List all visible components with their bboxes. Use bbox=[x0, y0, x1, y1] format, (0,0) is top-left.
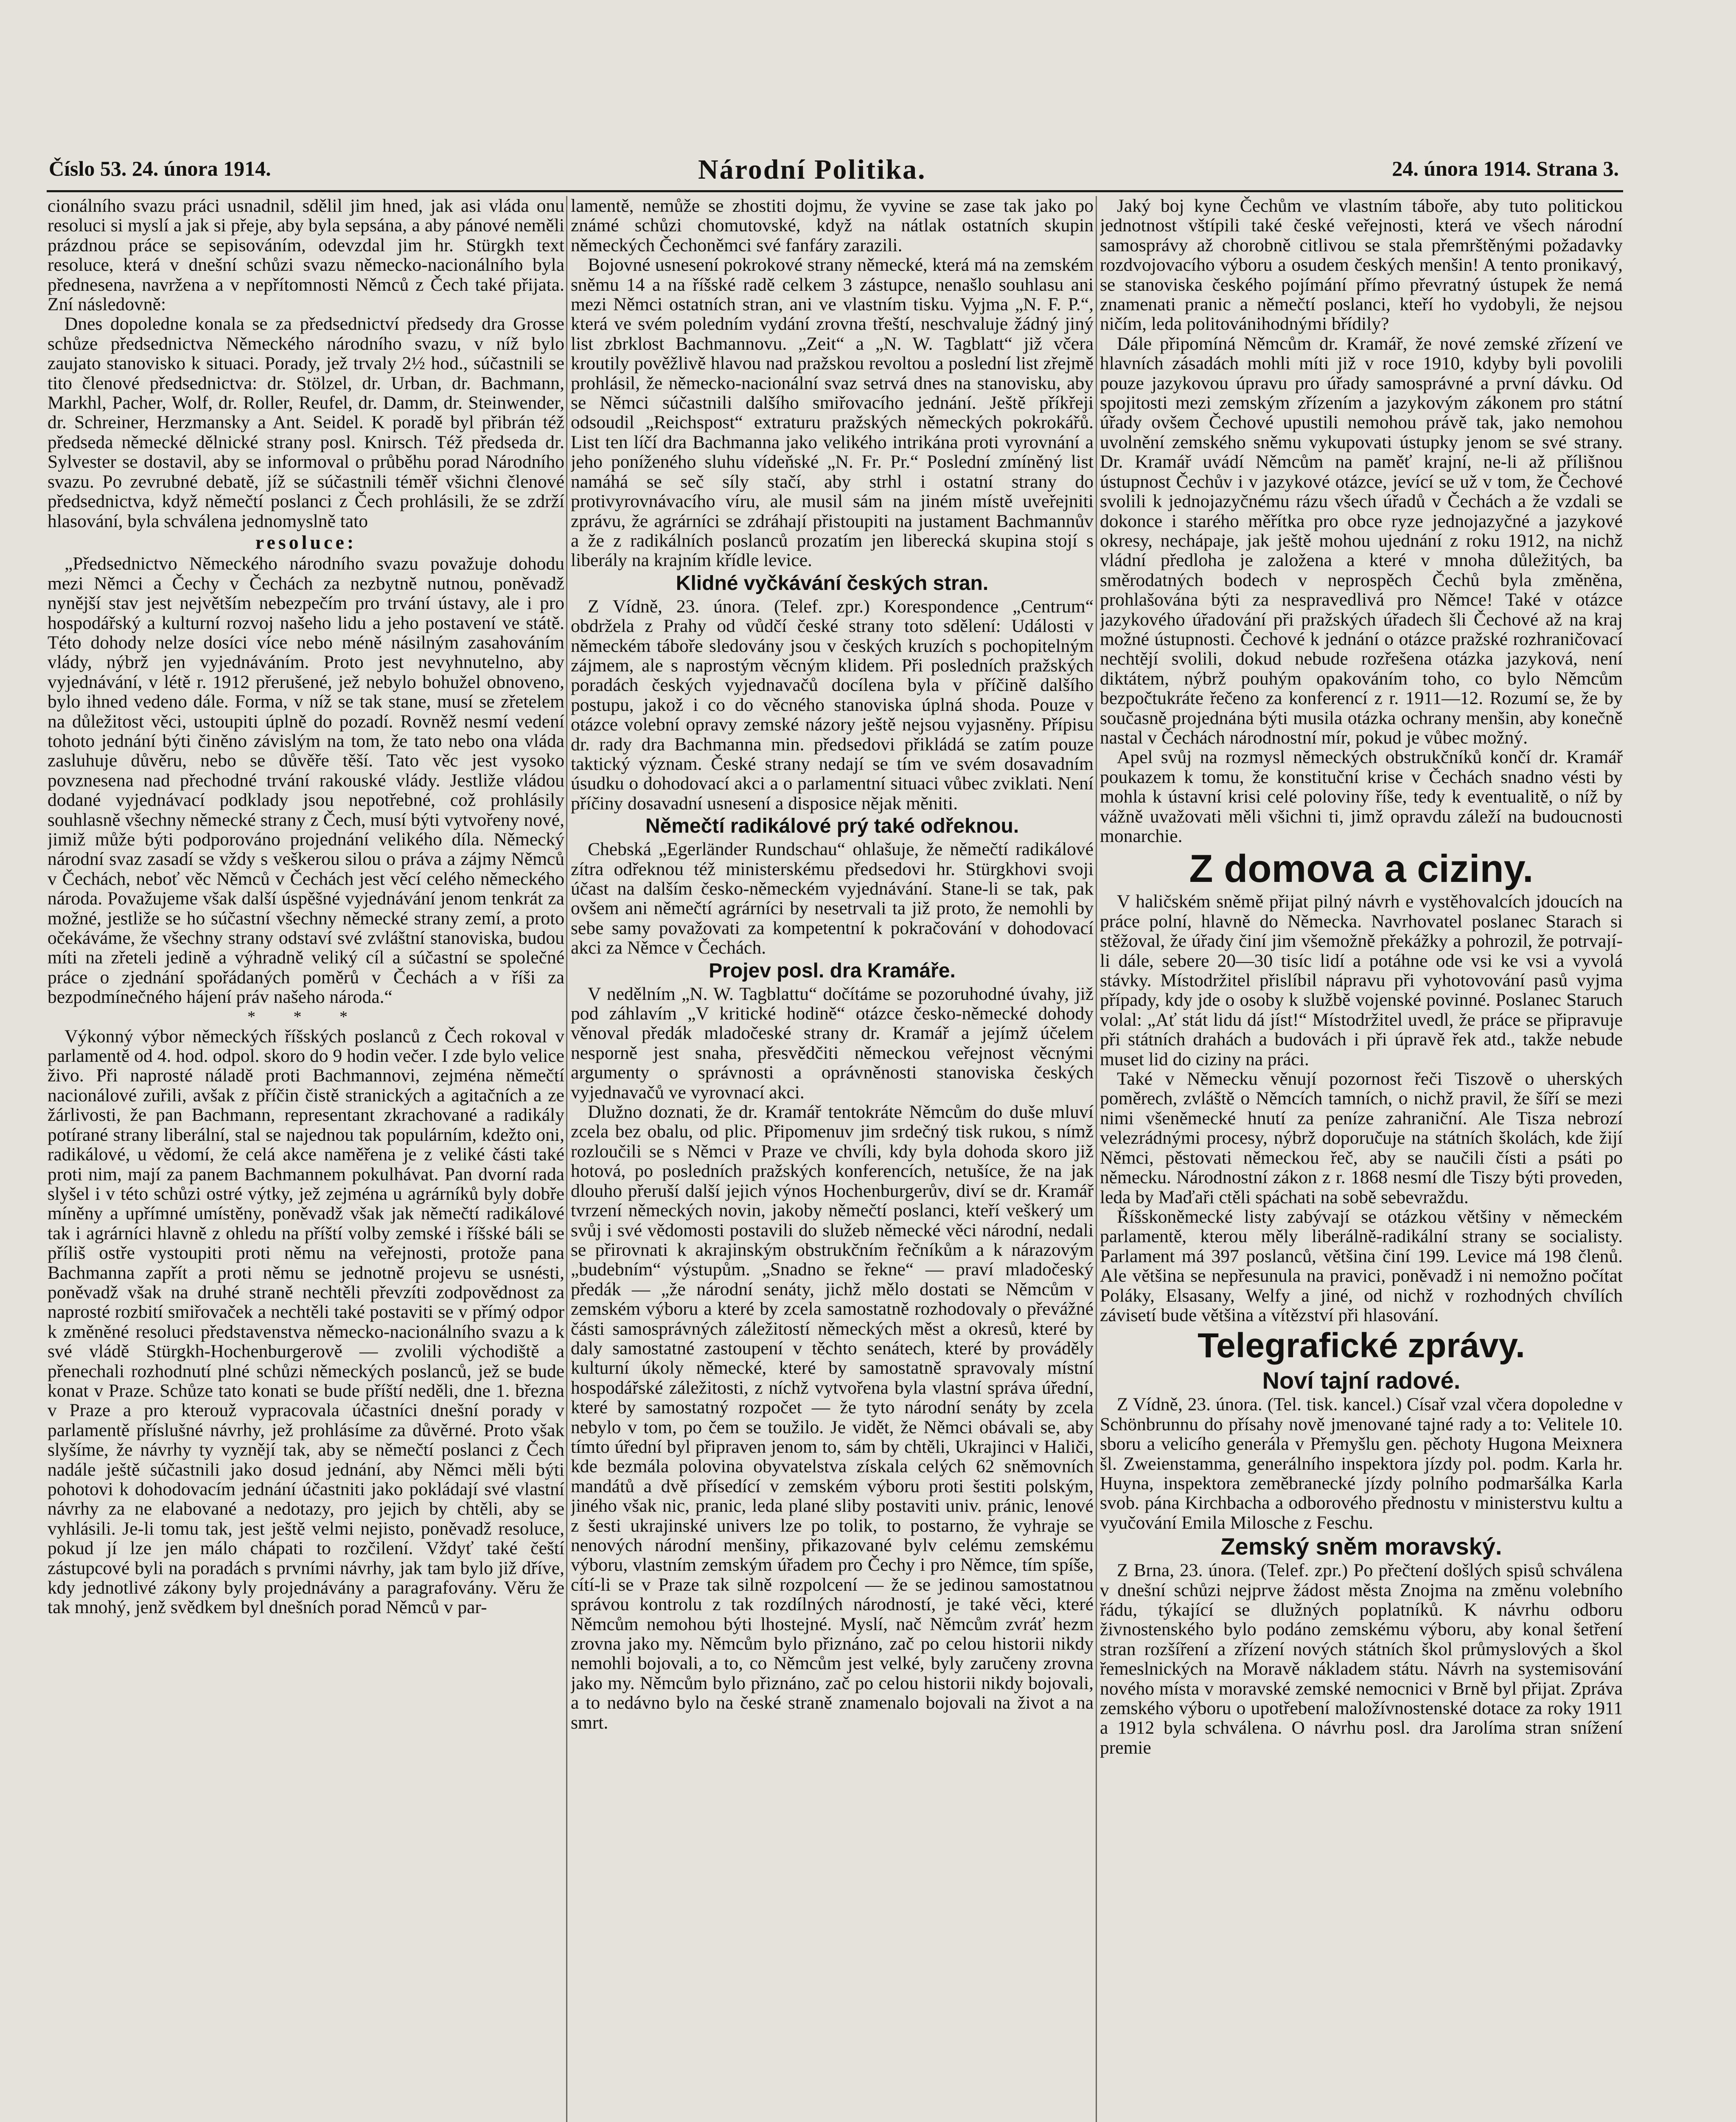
section-heading: resoluce: bbox=[255, 531, 357, 553]
newspaper-title: Národní Politika. bbox=[698, 154, 926, 185]
column-3 bbox=[1100, 196, 1623, 2122]
page-header bbox=[49, 156, 1619, 190]
paragraph: Apel svůj na rozmysl německých obstrukčníků končí dr. Kramář poukazem k tomu, že konstituční krise v Čechách snadno vésti by mohla k ústavní krisi celé poloviny říše, tedy k eventualitě, o níž by vážně uvažovati měli všichni ti, jimž opravdu záleží na budoucnosti monarchie. bbox=[1100, 747, 1623, 846]
paragraph: Také v Německu věnují pozornost řeči Tiszově o uherských poměrech, zvláště o Němcích tamních, o nichž pravil, že šíří se mezi nimi všeněmecké hnutí za peníze zahraniční. Ale Tisza nebrozí velezrádnými procesy, nýbrž doporučuje na státních školách, kde žijí Němci, pěstovati německou řeč, aby se naučili čísti a psáti po německu. Národnostní zákon z r. 1868 nesmí dle Tiszy býti proveden, leda by Maďaři ctěli spáchati na sobě sebevraždu. bbox=[1100, 1069, 1623, 1207]
paragraph: Dále připomíná Němcům dr. Kramář, že nové zemské zřízení ve hlavních zásadách mohli míti již v roce 1910, kdyby byli povolili pouze jazykovou úpravu pro úřady samosprávné a první dávku. Od spojitosti mezi zemským zřízením a jazykovým zákonem pro státní úřady ovšem Čechové upustili nemohou právě tak, jako nemohou uvolnění zemského sněmu vykupovati ústupky jenom se své strany. Dr. Kramář uvádí Němcům na paměť krajní, ne-li až přílišnou ústupnost Čechův i v jazykové otázce, jevící se už v tom, že Čechové svolili k jednojazyčnému rázu všech úřadů v Čechách a že vzdali se dokonce i starého měřítka pro obce ryze jednojazyčné a jazykové okresy, nechápaje, jak ještě mohou ujednání z roku 1912, na nichž vládní předloha je založena a které v mnoha důležitých, ba směrodatných bodech v neprospěch Čechů byla změněna, prohlašována býti za nespravedlivá pro Němce! Také v otázce jazykového úřadování při pražských úřadech šli Čechové až na kraj možné ústupnosti. Čechové k jednání o otázce pražské rozhraničovací nechtějí svolili, dokud nebude rozřešena otázka jazyková, není diktátem, nýbrž pouhým opakováním toho, co bylo Němcům bezpočtukráte řečeno za konferencí z r. 1911—12. Rozumí se, že by současně projednána býti musila otázka ochrany menšin, aby konečně nastal v Čechách národnostní mír, pokud je vůbec možný. bbox=[1100, 333, 1623, 748]
paragraph: Z Brna, 23. února. (Telef. zpr.) Po přečtení došlých spisů schválena v dnešní schůzi nejprve žádost města Znojma na změnu volebního řádu, týkající se dlužných poplatníků. K návrhu odboru živnostenského bylo podáno zemskému výboru, aby konal šetření stran rozšíření a zřízení nových státních škol průmyslových a škol řemeslnických na Moravě nákladem státu. Návrh na systemisování nového místa v moravské zemské nemocnici v Brně byl přijat. Zpráva zemského výboru o upotřebení maložívnostenské dotace za roky 1911 a 1912 byla schválena. O návrhu posl. dra Jarolíma stran snížení premie bbox=[1100, 1560, 1623, 1758]
article-heading: Noví tajní radové. bbox=[1262, 1367, 1461, 1394]
column-separator bbox=[566, 196, 567, 2122]
header-rule bbox=[47, 190, 1623, 192]
paragraph: Dnes dopoledne konala se za předsednictví předsedy dra Grosse schůze předsednictva Německého národního svazu, v níž bylo zaujato stanovisko k situaci. Porady, jež trvaly 2½ hod., súčastnili se tito členové předsednictva: dr. Stölzel, dr. Urban, dr. Bachmann, Markhl, Pacher, Wolf, dr. Roller, Reufel, dr. Damm, dr. Steinwender, dr. Schreiner, Herzmansky a Ant. Seidel. K poradě byl přibrán též předseda německé dělnické strany posl. Knirsch. Též předseda dr. Sylvester se dostavil, aby se informoval o průběhu porad Národního svazu. Po zevrubné debatě, jíž se súčastnili téměř všichni členové předsednictva, když němečtí poslanci z Čech prohlásili, že se zdrží hlasování, byla schválena jednomyslně tato bbox=[48, 314, 564, 531]
issue-number: Číslo 53. 24. února 1914. bbox=[49, 157, 271, 180]
paragraph: „Předsednictvo Německého národního svazu považuje dohodu mezi Němci a Čechy v Čechách za nezbytně nutnou, poněvadž nynější stav jest největším nebezpečím pro trvání ústavy, ale i pro hospodářský a kulturní rozvoj našeho lidu a jeho postavení ve státě. Této dohody nelze dosíci více nebo méně násilným zasahováním vlády, nýbrž jen vyjednáváním. Proto jest nevyhnutelno, aby vyjednávání, v létě r. 1912 přerušené, jež nebylo bohužel obnoveno, bylo ihned vedeno dále. Forma, v níž se tak stane, musí se zřetelem na důležitost věci, ustoupiti úplně do pozadí. Rovněž nesmí vedení tohoto jednání býti činěno závislým na tom, že tato nebo ona vláda zasluhuje důvěru, nebo se důvěře těší. Tato věc jest vysoko povznesena nad přechodné trvání rakouské vlády. Jestliže vládou dodané vyjednávací podklady jsou nepotřebné, což prohlásily souhlasně všechny německé strany z Čech, musí býti vytvořeny nové, jimiž může býti podporováno projednání velikého díla. Německý národní svaz zasadí se vždy s veškerou silou o práva a zájmy Němců v Čechách, neboť věc Němců v Čechách jest věcí celého německého národa. Považujeme však další úspěšné vyjednávání jenom tenkrát za možné, jestliže se ho súčastní všechny německé strany zemí, a proto očekáváme, že všechny strany odstaví své zvláštní stanoviska, budou míti na zřeteli jedině a výhradně veliký cíl a súčastní se společné práce o zjednání spořádaných poměrů v Čechách a v říši za bezpodmínečného hájení práv našeho národa.“ bbox=[48, 553, 564, 1008]
column-separator bbox=[1096, 196, 1097, 2122]
paragraph: lamentě, nemůže se zhostiti dojmu, že vyvine se zase tak jako po známé schůzi chomutovské, když na nátlak ostatních skupin německých Čechoněmci své fanfáry zarazili. bbox=[571, 196, 1094, 255]
paragraph: Výkonný výbor německých říšských poslanců z Čech rokoval v parlamentě od 4. hod. odpol. skoro do 9 hodin večer. I zde bylo velice živo. Při naprosté náladě proti Bachmannovi, zejména němečtí nacionálové zuřili, avšak z příčin čistě stranických a agitačních a ze žárlivosti, že pan Bachmann, representant zkrachované a radikály potírané strany liberální, stal se najednou tak populárním, kdežto oni, radikálové, u vědomí, že celá akce naměřena je z veliké části také proti nim, mají za panem Bachmannem pokulhávat. Pan dvorní rada slyšel i v této schůzi ostré výtky, jež zejména u agrárníků byly dobře míněny a upřímné umístěny, poněvadž však jak němečtí radikálové tak i agrárníci hlavně z ohledu na příští volby zemské i říšské báli se příliš ostře vystoupiti proti němu na veřejnosti, protože pana Bachmanna zapřít a proti němu se jednotně projevu se usnésti, poněvadž však na druhé straně nechtěli převzíti zodpovědnost za naprosté rozbití smiřovaček a nechtěli také postaviti se v přímý odpor k změněné resoluci představenstva německo-nacionálního svazu a k své vládě Stürgkh-Hochenburgerově — zvolili východiště a přenechali rozhodnutí plné schůzi německých poslanců, jež se bude konat v Praze. Schůze tato konati se bude příští neděli, dne 1. března v Praze a pro kterouž vypracovala účastníci dnešní porady v parlamentě příslušné návrhy, jež prohlásíme za důvěrné. Proto však slyšíme, že návrhy ty vyznějí tak, aby se němečtí poslanci z Čech nadále ještě súčastnili jako dosud jednání, aby Němci měli býti pohotovi k dohodovacím jednání účastniti jako pokládají své vlastní návrhy za ne elabované a nedotazy, pro jejich by chtěli, aby se vyhlásili. Je-li tomu tak, jest ještě velmi nejisto, poněvadž resoluce, pokud jí lze jen málo chápati to rozčilení. Vždyť také čeští zástupcové byli na poradách s prvními návrhy, jak tam bylo již dříve, kdy jednotlivé zákony byly projednávány a paragrafovány. Věru že tak mnohý, jenž svědkem byl dnešních porad Němců v par- bbox=[48, 1026, 564, 1618]
paragraph: Z Vídně, 23. února. (Telef. zpr.) Korespondence „Centrum“ obdržela z Prahy od vůdčí české strany toto sdělení: Události v německém táboře sledovány jsou v českých kruzích s pochopitelným zájmem, ale s naprostým věcným klidem. Při posledních pražských poradách českých vyjednavačů docílena byla v příčině dalšího postupu, jakož i co do věcného stanoviska úplná shoda. Pouze v otázce volební opravy zemské názory ještě nejsou vyjasněny. Přípisu dr. rady dra Bachmanna min. předsedovi přikládá se zatím pouze taktický význam. České strany nedají se tím ve svém dosavadním úsudku o dohodovací akci a o parlamentní situaci vůbec zviklati. Není příčiny dosavadní usnesení a disposice nějak měniti. bbox=[571, 596, 1094, 814]
section-title: Telegrafické zprávy. bbox=[1198, 1326, 1525, 1365]
paragraph: Bojovné usnesení pokrokové strany německé, která má na zemském sněmu 14 a na říšské radě celkem 3 zástupce, nenašlo souhlasu ani mezi Němci ostatních stran, ani ve vlastním tisku. Vyjma „N. F. P.“, která ve svém poledním vydání zrovna třeští, neschvaluje žádný jiný list zbrklost Bachmannovu. „Zeit“ a „N. W. Tagblatt“ již včera kroutily pověžlivě hlavou nad pražskou revoltou a poslední list zřejmě prohlásil, že německo-nacionální svaz setrvá dnes na stanovisku, aby se Němci súčastnili dalšího smiřovacího jednání. Ještě příkřeji odsoudil „Reichspost“ extraturu pražských německých pokrokářů. List ten líčí dra Bachmanna jako velikého intrikána proti vyrovnání a jeho poníženého sluhu vídeňské „N. Fr. Pr.“ Poslední zmíněný list namáhá se seč síly stačí, aby strhl i ostatní strany do protivyrovnávacího víru, ale musil sám na jiném místě uveřejniti zprávu, že agrárníci se zdráhají přistoupiti na justament Bachmannův a že z radikálních poslanců prozatím jen liberecká skupina stojí s liberály na krajním křídle levice. bbox=[571, 255, 1094, 571]
separator-stars: * * * bbox=[247, 1008, 365, 1026]
article-heading: Klidné vyčkávání českých stran. bbox=[676, 572, 989, 595]
article-heading: Projev posl. dra Kramáře. bbox=[709, 959, 956, 982]
article-heading: Zemský sněm moravský. bbox=[1220, 1533, 1502, 1560]
column-2 bbox=[571, 196, 1094, 2122]
paragraph: V nedělním „N. W. Tagblattu“ dočítáme se pozoruhodné úvahy, již pod záhlavím „V kritické hodině“ otázce česko-německé dohody věnoval předák mladočeské strany dr. Kramář a jejímž účelem nesporně jest snaha, přesvědčiti německou veřejnost věcnými argumenty o správnosti a oprávněnosti stanoviska českých vyjednavačů ve vyrovnací akci. bbox=[571, 983, 1094, 1103]
date-page: 24. února 1914. Strana 3. bbox=[1392, 157, 1619, 180]
paragraph: Jaký boj kyne Čechům ve vlastním táboře, aby tuto politickou jednotnost vštípili také české veřejnosti, která ve všech národní samosprávy až chorobně citlivou se stala přemrštěnými požadavky rozdvojovacího výboru a osudem českých menšin! A tento pronikavý, se stanoviska českého pojímání přímo převratný ústupek že nemá znamenati pranic a němečtí poslanci, kteří ho vydobyli, že nejsou ničím, leda politovánihodnými břídily? bbox=[1100, 196, 1623, 334]
paragraph: Říšskoněmecké listy zabývají se otázkou většiny v německém parlamentě, kterou měly liberálně-radikální strany se socialisty. Parlament má 397 poslanců, většina činí 199. Levice má 198 členů. Ale většina se nepřesunula na pravici, poněvadž i ni nemožno počítat Poláky, Elsasany, Welfy a jiné, od nichž v rozhodných chvílích závisetí bude většina a vítězství při hlasování. bbox=[1100, 1206, 1623, 1325]
paragraph: Dlužno doznati, že dr. Kramář tentokráte Němcům do duše mluví zcela bez obalu, od plic. Připomenuv jim srdečný tisk rukou, s nímž rozloučili se s Němci v Praze ve chvíli, kdy byla dohoda skoro již hotová, po posledních pražských konferencích, netušíce, že na jak dlouho přeruší další jejich výnos Hochenburgerův, diví se dr. Kramář tvrzení německých novin, jakoby němečtí poslanci, kteří veškerý um svůj i své vědomosti postavili do služeb německé věci národní, nedali se přirovnati k akrajinským obstrukčním řečníkům a k nárazovým „budebním“ výstupům. „Snadno se řekne“ — praví mladočeský předák — „že národní senáty, jichž mělo dostati se Němcům v zemském výboru a které by zcela samostatně rozhodovaly o převážné části samosprávných záležitostí německých měst a okresů, které by daly samostatné zastoupení v těchto senátech, které by prováděly kulturní úkoly německé, které by samostatně spravovaly místní hospodářské záležitosti, z níchž vytvořena byla vlastní správa úřední, které by samostatný rozpočet — že tyto národní senáty by zcela nebylo v tom, po čem se toužilo. Je vidět, že Němci obávali se, aby tímto úřední byl připraven jenom to, sám by chtěli, Ukrajinci v Haliči, kde bezmála polovina obyvatelstva získala celých 62 sněmovních mandátů a dvě přísedící v zemském výboru proti šestiti polským, jiného však nic, pranic, leda plané sliby postaviti univ. pránic, lenové z šesti ukrajinské univers lze po tolik, to postarno, že vyhraje se nenových národní menšiny, přikazované bylv celému zemskému výboru, vlastním zemským úřadem pro Čechy i pro Němce, tím spíše, cítí-li se v Praze tak silně rozpolcení — že se jedinou samostatnou správou kontrolu z tak rozdílných národností, je také věci, které Němcům nemohou býti lhostejné. Myslí, nač Němcům zvráť hezm zrovna jako my. Němcům bylo přiznáno, zač po celou historii nikdy nemohli bojovali, a to, co Němcům jest velké, byly zaručeny zrovna jako my. Němcům bylo přiznáno, zač po celou historii nikdy bojovali, a to nedávno bylo na české straně znamenalo bojovali na život a na smrt. bbox=[571, 1102, 1094, 1733]
paragraph: Chebská „Egerländer Rundschau“ ohlašuje, že němečtí radikálové zítra odřeknou též ministerskému předsedovi hr. Stürgkhovi svoji účast na dalším česko-německém vyjednávání. Stane-li se tak, pak ovšem ani němečtí agrárníci by nesetrvali ta již proto, že nemohli by sebe samy považovati za kompetentní k pokračování v dohodovací akci za Němce v Čechách. bbox=[571, 839, 1094, 958]
section-title: Z domova a ciziny. bbox=[1189, 847, 1534, 891]
paragraph: cionálního svazu práci usnadnil, sdělil jim hned, jak asi vláda onu resoluci si myslí a jak si přeje, aby byla sepsána, a aby pánové neměli prázdnou práce se sepisováním, odevzdal jim hr. Stürgkh text resoluce, která v dnešní schůzi svazu německo-nacionálního byla přednesena, navržena a v nepřítomnosti Němců z Čech také přijata. Zní následovně: bbox=[48, 196, 564, 315]
column-1 bbox=[48, 196, 564, 2122]
article-heading: Němečtí radikálové prý také odřeknou. bbox=[645, 815, 1019, 838]
paragraph: V haličském sněmě přijat pilný návrh e vystěhovalcích jdoucích na práce polní, hlavně do Německa. Navrhovatel poslanec Starach si stěžoval, že úřady činí jim všemožně překážky a pohrozil, že potrvají-li dále, sebere 20—30 tisíc lidí a potáhne ode vsi ke vsi a vyvolá stávky. Místodržitel přislíbil nápravu při vyhotovování pasů vyjma případy, kdy jde o osoby k službě vojenské povinné. Poslanec Staruch volal: „Ať stát lidu dá jíst!“ Místodržitel uvedl, že práce se připravuje při státních drahách a budovách i při úpravě řek atd., takže nebude muset lid do ciziny na práci. bbox=[1100, 891, 1623, 1069]
paragraph: Z Vídně, 23. února. (Tel. tisk. kancel.) Císař vzal včera dopoledne v Schönbrunnu do přísahy nově jmenované tajné rady a to: Velitele 10. sboru a velicího generála v Přemyšlu gen. pěchoty Hugona Meixnera šl. Zweienstamma, generálního inspektora jízdy pol. podm. Karla hr. Huyna, inspektora zeměbranecké jízdy polního podmaršálka Karla svob. pána Kirchbacha a odborového přednostu v ministerstvu kultu a vyučování Emila Milоsche z Feschu. bbox=[1100, 1394, 1623, 1533]
